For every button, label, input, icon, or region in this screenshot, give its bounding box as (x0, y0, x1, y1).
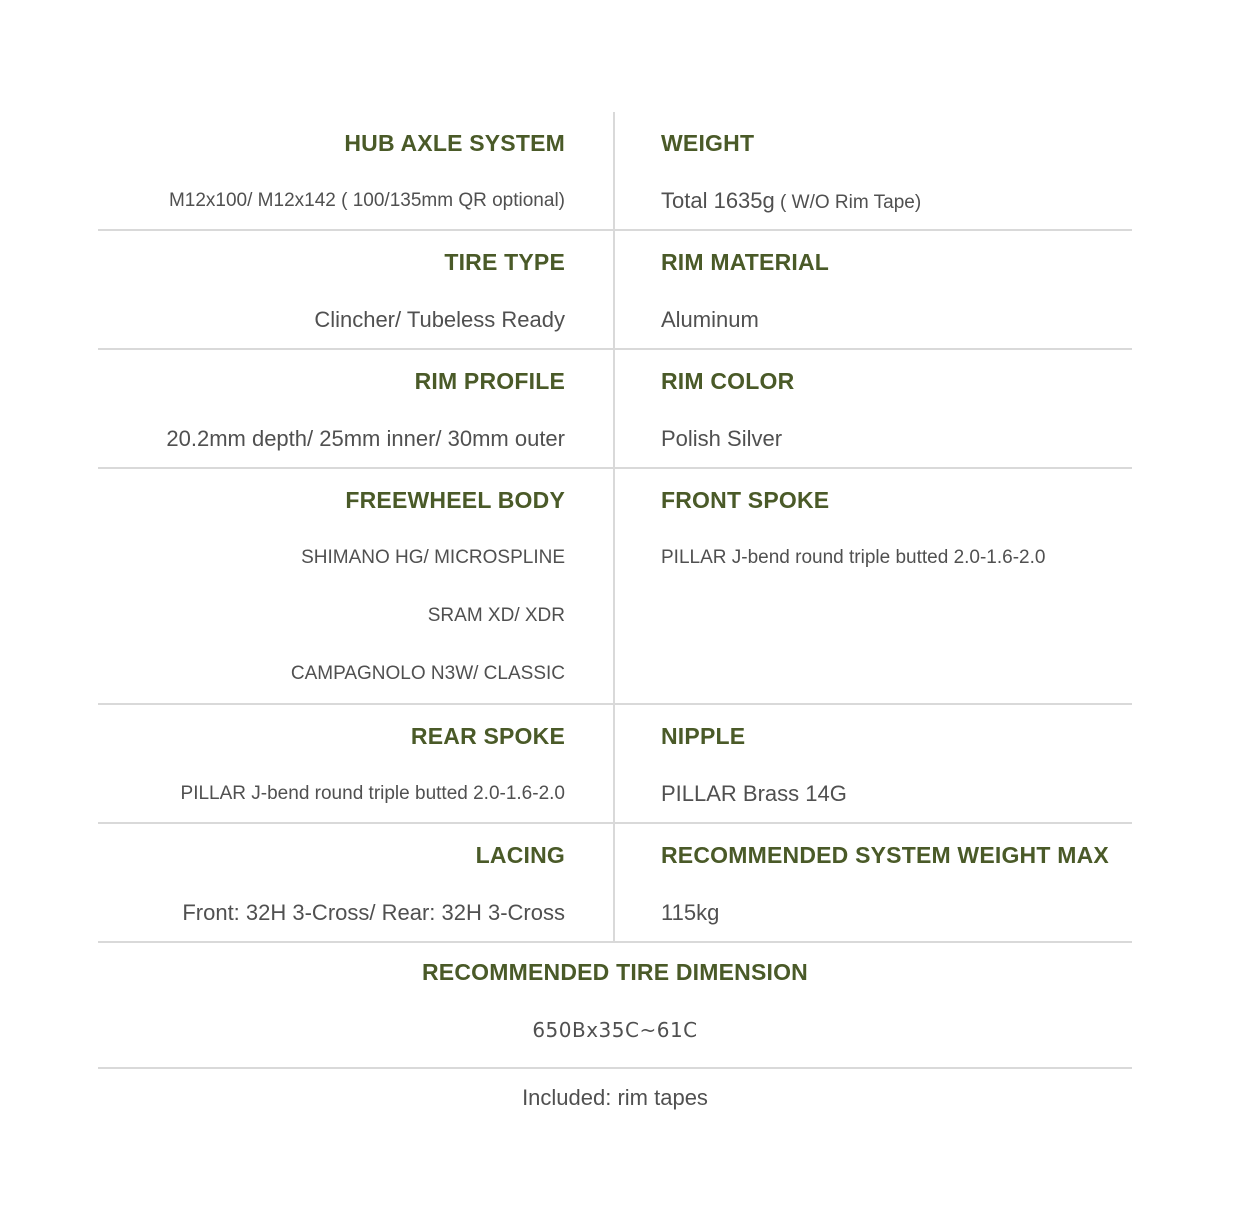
spec-row-tire-dimension (98, 957, 1132, 1069)
spec-label: REAR SPOKE (410, 723, 565, 749)
spec-row-tire-rim-material (98, 231, 1132, 350)
spec-value: Clincher/ Tubeless Ready (314, 307, 565, 332)
spec-label: RIM PROFILE (414, 368, 565, 394)
spec-label: FRONT SPOKE (661, 487, 830, 513)
spec-label: LACING (475, 842, 565, 868)
spec-label: NIPPLE (661, 723, 746, 749)
spec-cell-rim-color (615, 350, 1132, 467)
spec-label: HUB AXLE SYSTEM (344, 130, 565, 156)
spec-label: RECOMMENDED SYSTEM WEIGHT MAX (661, 842, 1109, 868)
spec-value: SHIMANO HG/ MICROSPLINE (301, 547, 565, 568)
spec-cell-freewheel-body (98, 469, 615, 703)
spec-row-lacing-weight-max (98, 824, 1132, 943)
included-note: Included: rim tapes (522, 1085, 708, 1110)
spec-row-freewheel-front-spoke (98, 469, 1132, 705)
spec-row-rear-spoke-nipple (98, 705, 1132, 824)
spec-value: Front: 32H 3-Cross/ Rear: 32H 3-Cross (182, 900, 565, 925)
spec-cell-rim-profile (98, 350, 615, 467)
spec-cell-tire-type (98, 231, 615, 348)
spec-cell-hub-axle (98, 112, 615, 229)
spec-value: 115kg (661, 900, 720, 925)
spec-sheet (98, 112, 1132, 1113)
spec-label: TIRE TYPE (444, 249, 565, 275)
spec-cell-rim-material (615, 231, 1132, 348)
spec-label: FREEWHEEL BODY (345, 487, 565, 513)
spec-value: Polish Silver (661, 426, 783, 451)
spec-value (661, 186, 1132, 216)
spec-value: PILLAR J-bend round triple butted 2.0-1.6-2.0 (661, 547, 1046, 568)
spec-label: RECOMMENDED TIRE DIMENSION (422, 959, 808, 985)
spec-label: RIM MATERIAL (661, 249, 830, 275)
weight-total: Total 1635g (661, 188, 775, 213)
spec-cell-weight (615, 112, 1132, 229)
spec-value: 20.2mm depth/ 25mm inner/ 30mm outer (166, 426, 565, 451)
spec-value: 650Bx35C~61C (532, 1018, 698, 1042)
spec-cell-front-spoke (615, 469, 1132, 703)
spec-value: Aluminum (661, 307, 759, 332)
spec-row-hub-weight (98, 112, 1132, 231)
spec-label: RIM COLOR (661, 368, 795, 394)
spec-value: M12x100/ M12x142 ( 100/135mm QR optional) (168, 190, 565, 211)
spec-value: SRAM XD/ XDR (427, 605, 565, 626)
spec-cell-nipple (615, 705, 1132, 822)
spec-cell-system-weight-max (615, 824, 1132, 941)
spec-value: PILLAR J-bend round triple butted 2.0-1.6-2.0 (180, 783, 565, 804)
spec-cell-rear-spoke (98, 705, 615, 822)
spec-value: CAMPAGNOLO N3W/ CLASSIC (290, 663, 565, 684)
spec-value: PILLAR Brass 14G (661, 781, 847, 806)
spec-cell-lacing (98, 824, 615, 941)
weight-note: ( W/O Rim Tape) (774, 192, 922, 213)
spec-row-profile-color (98, 350, 1132, 469)
spec-label: WEIGHT (661, 130, 755, 156)
